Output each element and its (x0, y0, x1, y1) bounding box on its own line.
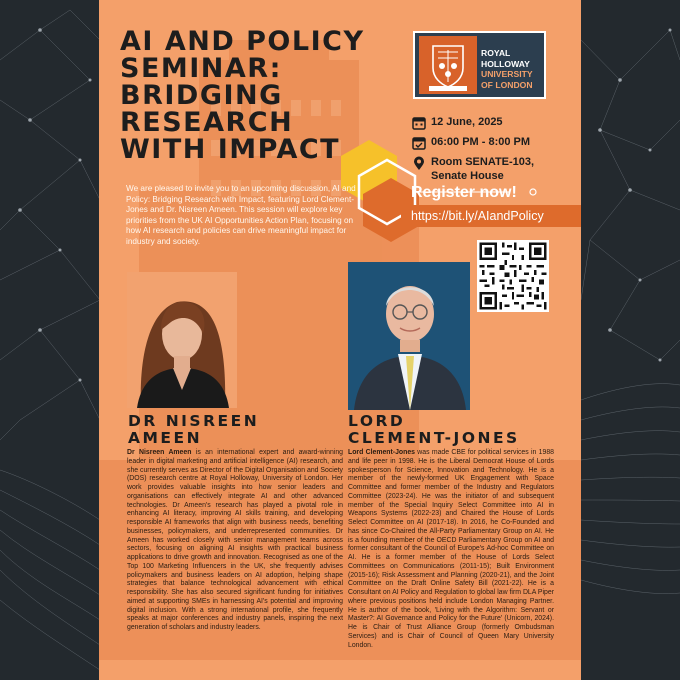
title-line: WITH IMPACT (120, 134, 341, 165)
logo-line: UNIVERSITY (481, 69, 533, 79)
bio-name: Dr Nisreen Ameen (127, 449, 192, 456)
speaker-name-clement-jones (348, 413, 520, 447)
title-line: SEMINAR: (120, 53, 282, 84)
bio-text: was made CBE for political services in 1988 and life peer in 1998. He is the Liberal Democrat House of Lords spokesperson for Science, Innovation and Technology. He is a member of the newly-formed UK Engagement with Space Committee and former member of the Industry and Regulators Committee (2023-24). He was the initiator of and subsequent member of the Special Inquiry Select Committee into AI in Weapons Systems (2022-23) and Chaired the House of Lords Select Committee on AI (2017-18). In 2016, he Co-Founded and has since Co-Chaired the All-Party Parliamentary Group on AI. He is a founding member of the OECD Parliamentary Group on AI and former consultant of the Council of Europe's Ad-hoc Committee on AI. He is a former member of the House of Lords Select Committees on Communications (2011-15); Built Environment (2015-16); Risk Assessment and Planning (2020-21), and the Joint Committee on the Draft Online Safety Bill (2021-22). He is a Consultant on AI Policy and Regulation to global law firm DLA Piper where previous positions held include London Managing Partner. He is author of the book, 'Living with the Algorithm: Servant or Master?: AI Governance and Policy for the Future' (Unicorn, 2024). He is Chair of Trust Alliance Group (formerly Ombudsman Services) and is Chair of Council of Queen Mary University London. (348, 449, 554, 649)
venue-line: Room SENATE-103, (431, 156, 535, 168)
speaker-name-ameen (128, 413, 259, 447)
speaker-photo-ameen (127, 272, 237, 408)
bio-name: Lord Clement-Jones (348, 449, 415, 456)
bio-text: is an international expert and award-winning leader in digital marketing and artificial intelligence (AI) research, and she currently serves as Director of the Digital Organisation and Society (DOS) research centre at Royal Holloway, University of London. Her work provides valuable insights into how senior leaders and organisations can effectively integrate AI and other advanced technologies. Dr Ameen's research has played a pivotal role in enhancing AI literacy, improving AI skills training, and developing responsible AI frameworks that align with business needs, benefiting businesses, policymakers, and underrepresented communities. Dr Ameen has worked closely with senior management teams across sectors, focusing on aligning AI insights with practical business applications to drive growth and innovation. Recognised as one of the Top 100 Marketing Influencers in the UK, she frequently advises policymakers and business leaders on AI adoption, helping shape strategies that balance technological advancement with ethical responsibility. She has also secured significant funding for initiatives aimed at supporting SMEs in harnessing AI's potential and improving digital inclusion. With a strong international profile, she frequently speaks at major conferences and industry panels, inspiring the next generation of scholars and industry leaders. (127, 449, 344, 631)
time-text: 06:00 PM - 8:00 PM (431, 136, 531, 148)
qr-code[interactable] (477, 240, 549, 312)
register-link[interactable]: https://bit.ly/AIandPolicy (411, 209, 544, 223)
intro-text: We are pleased to invite you to an upcoming discussion, AI and Policy: Bridging Research with Impact, featuring Lord Clement-Jones and Dr. Nisreen Ameen. This session will explore key priorities from the UK AI Opportunities Action Plan, focusing on how AI research and policies can drive meaningful impact for industry and society. (126, 184, 356, 246)
speaker-name-line: DR NISREEN (128, 412, 260, 430)
title-line: RESEARCH (120, 107, 294, 138)
register-heading: Register now! (411, 184, 517, 201)
title-line: AI AND POLICY (120, 26, 365, 57)
clock-icon (412, 136, 426, 150)
speaker-photo-clement-jones (348, 262, 470, 410)
speaker-bio-clement-jones (348, 449, 554, 650)
crest-icon (419, 36, 477, 94)
speaker-name-line: CLEMENT-JONES (348, 429, 520, 447)
title-line: BRIDGING (120, 80, 283, 111)
calendar-icon (412, 116, 426, 130)
register-link-band (401, 205, 581, 227)
logo-line: ROYAL (481, 48, 511, 58)
poster (99, 0, 581, 680)
speaker-name-line: AMEEN (128, 429, 203, 447)
logo-text (481, 48, 533, 90)
logo-line: OF LONDON (481, 79, 533, 90)
venue-line: Senate House (431, 170, 504, 182)
date-text: 12 June, 2025 (431, 116, 503, 128)
location-pin-icon (412, 156, 426, 171)
logo-line: HOLLOWAY (481, 58, 530, 69)
speaker-bio-ameen (127, 449, 343, 633)
royal-holloway-logo (413, 31, 546, 99)
speaker-name-line: LORD (348, 412, 406, 430)
